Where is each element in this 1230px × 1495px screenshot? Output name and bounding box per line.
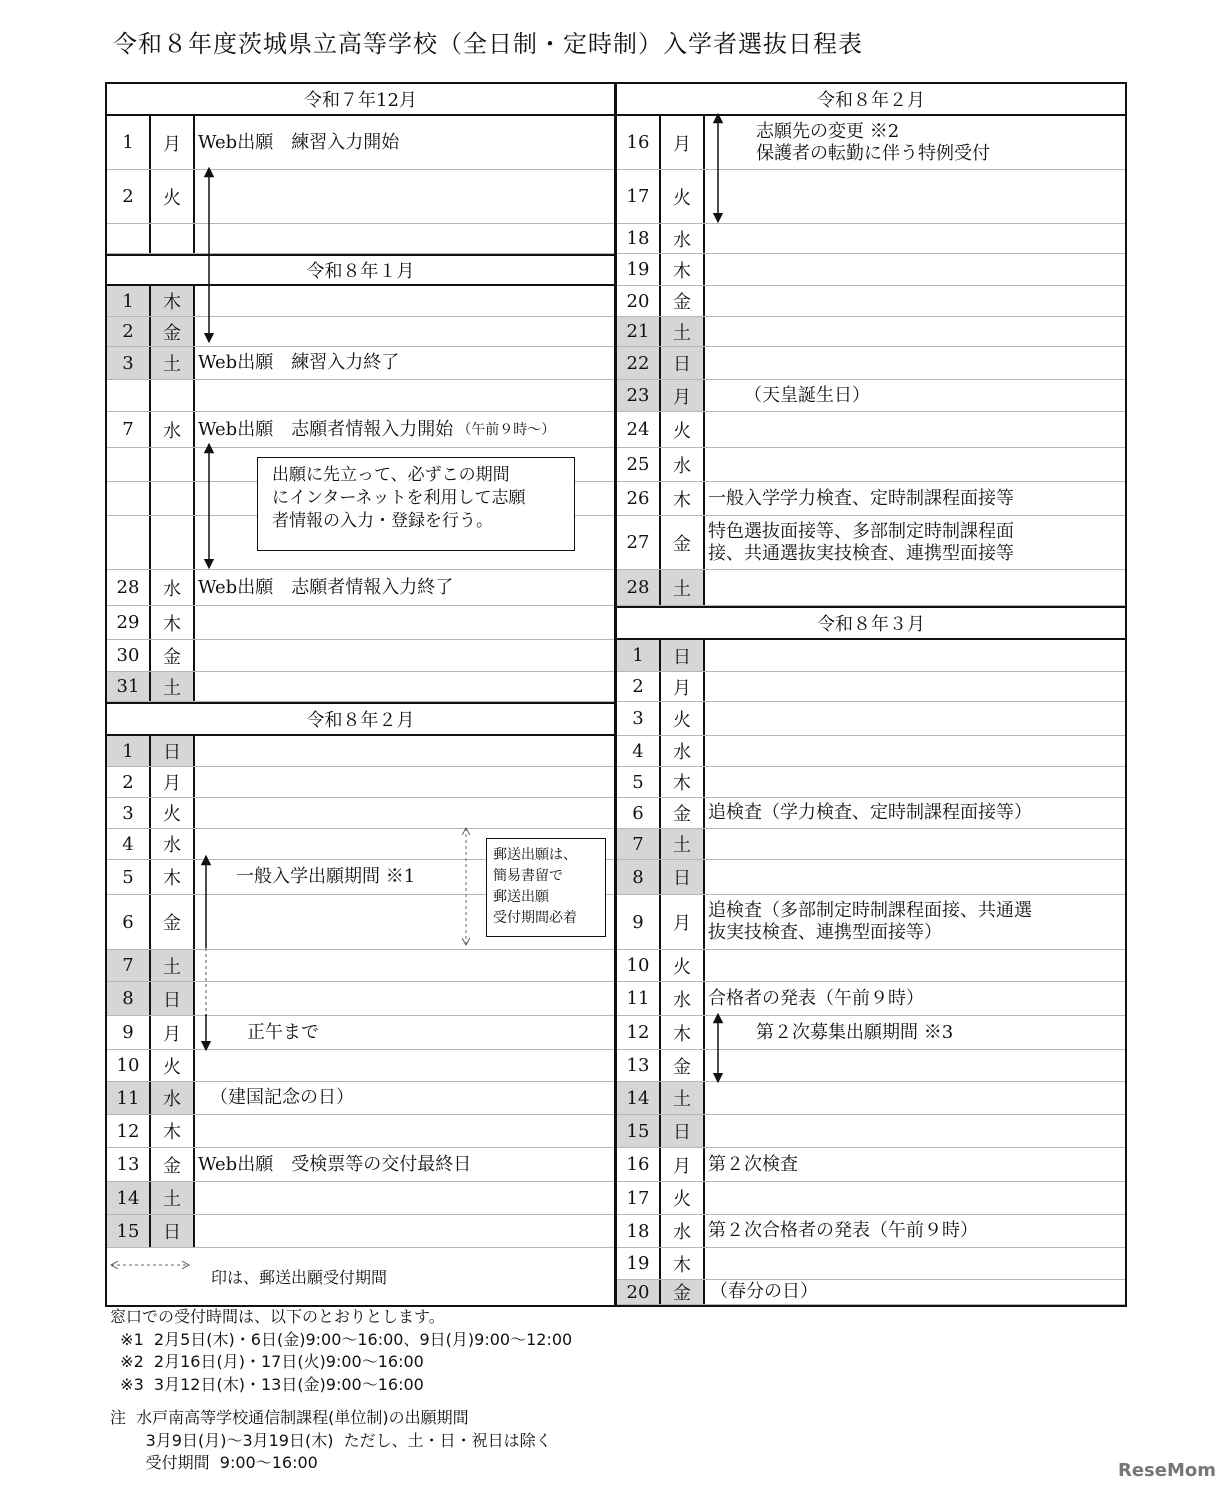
schedule-row [617,1148,1125,1182]
event-cell [195,1115,614,1147]
schedule-row [107,380,614,412]
day-number: 28 [617,570,661,605]
event-cell [705,672,1125,701]
day-number: 31 [107,672,151,701]
event-cell [705,317,1125,346]
day-number: 30 [107,640,151,671]
event-text: 一般入学学力検査、定時制課程面接等 [708,487,1014,509]
day-number: 29 [107,606,151,639]
event-cell [195,950,614,981]
event-cell [195,224,614,253]
day-number: 9 [107,1016,151,1049]
schedule-row [617,116,1125,170]
day-of-week: 金 [661,1280,705,1304]
day-number: 2 [107,170,151,223]
day-number: 5 [107,860,151,894]
schedule-row [107,116,614,170]
day-number: 14 [107,1182,151,1214]
event-cell [195,570,614,605]
day-number [107,482,151,515]
day-of-week [151,380,195,411]
note-line: ※1 2月5日(木)・6日(金)9:00～16:00、9日(月)9:00～12:00 [110,1329,573,1349]
day-number: 20 [617,1280,661,1304]
day-of-week: 月 [151,116,195,169]
day-of-week: 土 [661,1082,705,1114]
schedule-row [617,860,1125,895]
legend-row [107,1248,614,1305]
schedule-row [617,380,1125,412]
day-number: 1 [107,286,151,316]
note-line: ※3 3月12日(木)・13日(金)9:00～16:00 [110,1374,424,1394]
legend-text: 印は、郵送出願受付期間 [211,1268,388,1287]
day-of-week [151,482,195,515]
event-cell [195,286,614,316]
day-of-week: 土 [661,570,705,605]
watermark-logo: ReseMom [1117,1460,1216,1481]
event-cell [705,1182,1125,1214]
schedule-row [107,672,614,702]
day-number: 17 [617,1182,661,1214]
day-of-week: 水 [661,736,705,766]
day-of-week: 水 [151,412,195,447]
schedule-row [617,736,1125,767]
day-of-week [151,224,195,253]
schedule-table-left [105,82,616,1307]
day-number: 18 [617,1215,661,1247]
event-cell [705,1280,1125,1304]
event-cell [195,1050,614,1081]
event-cell [195,982,614,1015]
event-cell [705,736,1125,766]
event-cell [195,606,614,639]
schedule-row [617,798,1125,829]
day-of-week: 日 [661,347,705,379]
event-cell [705,1050,1125,1081]
day-number: 22 [617,347,661,379]
month-label: 令和８年３月 [817,614,925,635]
schedule-row [617,982,1125,1016]
schedule-row [617,570,1125,606]
day-number: 16 [617,116,661,169]
day-of-week: 金 [151,1148,195,1181]
event-cell [705,448,1125,481]
event-text: Web出願 志願者情報入力終了 [198,576,454,598]
day-number: 27 [617,516,661,569]
day-number: 24 [617,412,661,447]
event-cell [705,1016,1125,1049]
day-number: 13 [617,1050,661,1081]
event-text: 志願先の変更 ※2 保護者の転勤に伴う特例受付 [756,120,990,164]
event-cell [195,1148,614,1181]
month-header [107,254,614,286]
day-number [107,224,151,253]
day-number [107,380,151,411]
month-label: 令和７年12月 [304,90,417,111]
month-header [107,702,614,736]
day-of-week: 火 [661,950,705,981]
schedule-row [107,1050,614,1082]
day-of-week: 火 [661,170,705,223]
day-of-week: 木 [151,606,195,639]
event-cell [705,950,1125,981]
day-number: 1 [617,640,661,671]
day-of-week: 月 [661,380,705,411]
event-cell [705,516,1125,569]
day-number: 7 [107,412,151,447]
schedule-row [617,702,1125,736]
day-of-week: 土 [661,829,705,859]
event-cell [195,767,614,797]
schedule-row [107,170,614,224]
schedule-row [617,412,1125,448]
schedule-row [107,1182,614,1215]
day-number: 3 [617,702,661,735]
day-of-week: 金 [151,640,195,671]
day-of-week: 金 [661,516,705,569]
day-number: 13 [107,1148,151,1181]
day-of-week: 金 [151,317,195,346]
day-of-week: 木 [661,482,705,515]
schedule-row [617,286,1125,317]
event-text: Web出願 受検票等の交付最終日 [198,1153,472,1175]
month-header [107,84,614,116]
day-of-week: 日 [151,736,195,766]
mail-application-note: 郵送出願は、 簡易書留で 郵送出願 受付期間必着 [486,838,606,937]
event-time-note: （午前９時～） [457,421,556,438]
schedule-row [107,798,614,829]
day-of-week: 土 [661,317,705,346]
event-text: （天皇誕生日） [744,384,870,406]
web-application-note: 出願に先立って、必ずこの期間 にインターネットを利用して志願 者情報の入力・登録を行う。 [257,457,575,551]
schedule-row [107,1215,614,1248]
day-of-week [151,516,195,569]
day-number: 6 [107,895,151,949]
day-number: 11 [617,982,661,1015]
event-cell [705,570,1125,605]
day-of-week: 水 [151,829,195,859]
day-number: 2 [617,672,661,701]
note-line: 3月9日(月)～3月19日(木) ただし、土・日・祝日は除く [110,1430,552,1450]
event-text: （建国記念の日） [210,1087,354,1108]
event-cell [705,860,1125,894]
schedule-row [617,1050,1125,1082]
event-cell [705,412,1125,447]
event-cell [705,347,1125,379]
event-cell [705,224,1125,253]
day-of-week: 日 [151,1215,195,1247]
day-number: 21 [617,317,661,346]
note-line [110,1396,572,1407]
day-number: 2 [107,317,151,346]
schedule-row [617,895,1125,950]
day-of-week: 月 [151,767,195,797]
event-text: 第２次募集出願期間 ※3 [756,1021,954,1043]
day-of-week: 日 [661,640,705,671]
day-of-week: 月 [661,672,705,701]
schedule-row [107,736,614,767]
event-cell [195,1182,614,1214]
schedule-row [107,982,614,1016]
event-cell [705,895,1125,949]
schedule-row [617,516,1125,570]
schedule-row [617,1280,1125,1305]
schedule-row [617,672,1125,702]
day-of-week: 火 [151,798,195,828]
day-number: 12 [107,1115,151,1147]
day-number [107,448,151,481]
schedule-row [617,1082,1125,1115]
day-number: 17 [617,170,661,223]
day-of-week: 土 [151,672,195,701]
month-header [617,606,1125,640]
day-of-week: 月 [661,1148,705,1181]
day-number: 4 [617,736,661,766]
day-of-week: 日 [151,982,195,1015]
event-cell [195,347,614,379]
day-of-week: 木 [151,286,195,316]
schedule-row [107,1082,614,1115]
event-cell [195,1016,614,1049]
event-text: 正午まで [247,1021,319,1043]
schedule-row [107,224,614,254]
day-number: 8 [617,860,661,894]
event-cell [705,1115,1125,1147]
day-number: 10 [107,1050,151,1081]
event-cell [195,1082,614,1114]
schedule-row [107,286,614,317]
event-cell [195,1215,614,1247]
event-cell [705,170,1125,223]
day-number: 4 [107,829,151,859]
day-of-week: 日 [661,1115,705,1147]
event-cell [705,640,1125,671]
schedule-row [107,1016,614,1050]
day-number: 1 [107,736,151,766]
schedule-row [617,1182,1125,1215]
day-of-week: 金 [661,798,705,828]
schedule-row [617,767,1125,798]
day-number: 18 [617,224,661,253]
day-of-week: 日 [661,860,705,894]
event-cell [705,767,1125,797]
event-text: 一般入学出願期間 ※1 [236,866,416,887]
page-title: 令和８年度茨城県立高等学校（全日制・定時制）入学者選抜日程表 [113,30,863,58]
event-cell [705,1082,1125,1114]
day-of-week: 金 [151,895,195,949]
schedule-row [107,606,614,640]
note-line: 受付期間 9:00～16:00 [110,1453,318,1472]
event-text: Web出願 練習入力開始 [198,131,400,153]
day-number [107,516,151,569]
schedule-row [107,317,614,347]
day-of-week: 水 [151,1082,195,1114]
day-number: 20 [617,286,661,316]
day-of-week: 火 [661,412,705,447]
schedule-row [617,950,1125,982]
day-number: 3 [107,347,151,379]
event-text: Web出願 練習入力終了 [198,352,400,373]
schedule-row [617,347,1125,380]
month-label: 令和８年２月 [306,710,415,731]
day-number: 15 [617,1115,661,1147]
event-cell [705,982,1125,1015]
schedule-row [617,170,1125,224]
day-of-week: 月 [661,116,705,169]
schedule-row [617,1248,1125,1280]
day-of-week: 水 [661,1215,705,1247]
month-label: 令和８年１月 [306,261,415,282]
day-of-week: 月 [661,895,705,949]
schedule-row [107,412,614,448]
day-number: 19 [617,1248,661,1279]
event-text: 第２次合格者の発表（午前９時） [708,1220,978,1241]
day-of-week: 木 [661,254,705,285]
event-cell [195,672,614,701]
event-cell [195,736,614,766]
day-number: 14 [617,1082,661,1114]
event-text: （春分の日） [710,1281,818,1302]
day-number: 23 [617,380,661,411]
day-number: 8 [107,982,151,1015]
event-text: 追検査（多部制定時制課程面接、共通選 抜実技検査、連携型面接等） [708,900,1032,943]
day-number: 5 [617,767,661,797]
event-text: 第２次検査 [708,1153,798,1175]
day-number: 28 [107,570,151,605]
event-cell [705,1148,1125,1181]
reception-notes [110,1306,572,1475]
day-number: 16 [617,1148,661,1181]
schedule-row [107,347,614,380]
event-cell [195,798,614,828]
event-cell [705,829,1125,859]
note-line: 注 水戸南高等学校通信制課程(単位制)の出願期間 [110,1408,469,1427]
day-number: 1 [107,116,151,169]
day-of-week: 木 [661,1016,705,1049]
day-number: 15 [107,1215,151,1247]
day-of-week: 火 [151,170,195,223]
day-number: 9 [617,895,661,949]
note-line: 窓口での受付時間は、以下のとおりとします。 [110,1307,445,1326]
event-cell [705,482,1125,515]
event-cell [705,1248,1125,1279]
day-of-week: 土 [151,950,195,981]
day-of-week: 金 [661,1050,705,1081]
day-of-week: 金 [661,286,705,316]
schedule-row [107,640,614,672]
day-of-week: 月 [151,1016,195,1049]
event-cell [705,702,1125,735]
schedule-row [107,1115,614,1148]
day-of-week: 水 [661,982,705,1015]
schedule-row [617,482,1125,516]
schedule-table-right [615,82,1127,1307]
event-cell [195,116,614,169]
month-header [617,84,1125,116]
schedule-row [107,570,614,606]
day-number: 26 [617,482,661,515]
event-cell [705,1215,1125,1247]
schedule-row [617,254,1125,286]
event-cell [705,286,1125,316]
event-text: 合格者の発表（午前９時） [708,987,924,1009]
schedule-row [617,1016,1125,1050]
day-number: 6 [617,798,661,828]
schedule-row [617,1115,1125,1148]
event-text: 特色選抜面接等、多部制定時制課程面 接、共通選抜実技検査、連携型面接等 [708,520,1014,564]
schedule-row [617,448,1125,482]
day-of-week: 木 [151,1115,195,1147]
event-cell [195,412,614,447]
schedule-row [617,829,1125,860]
day-number: 2 [107,767,151,797]
event-cell [195,170,614,223]
day-of-week: 土 [151,347,195,379]
event-cell [705,254,1125,285]
day-number: 25 [617,448,661,481]
event-text: 追検査（学力検査、定時制課程面接等） [708,802,1032,823]
day-number: 7 [617,829,661,859]
schedule-row [617,1215,1125,1248]
schedule-row [107,767,614,798]
schedule-row [617,317,1125,347]
schedule-row [107,950,614,982]
schedule-row [617,224,1125,254]
schedule-row [617,640,1125,672]
day-number: 11 [107,1082,151,1114]
event-text: Web出願 志願者情報入力開始 [198,418,454,440]
note-line: ※2 2月16日(月)・17日(火)9:00～16:00 [110,1352,424,1371]
month-label: 令和８年２月 [817,90,925,111]
event-cell [705,798,1125,828]
event-cell [195,640,614,671]
day-of-week: 火 [151,1050,195,1081]
event-cell [195,380,614,411]
day-number: 3 [107,798,151,828]
day-of-week [151,448,195,481]
day-of-week: 水 [661,224,705,253]
day-of-week: 木 [661,1248,705,1279]
day-of-week: 木 [151,860,195,894]
event-cell [705,116,1125,169]
schedule-row [107,1148,614,1182]
day-of-week: 水 [661,448,705,481]
day-of-week: 土 [151,1182,195,1214]
day-of-week: 火 [661,1182,705,1214]
day-of-week: 火 [661,702,705,735]
day-number: 10 [617,950,661,981]
day-number: 7 [107,950,151,981]
day-of-week: 水 [151,570,195,605]
day-of-week: 木 [661,767,705,797]
event-cell [705,380,1125,411]
event-cell [195,317,614,346]
day-number: 12 [617,1016,661,1049]
day-number: 19 [617,254,661,285]
